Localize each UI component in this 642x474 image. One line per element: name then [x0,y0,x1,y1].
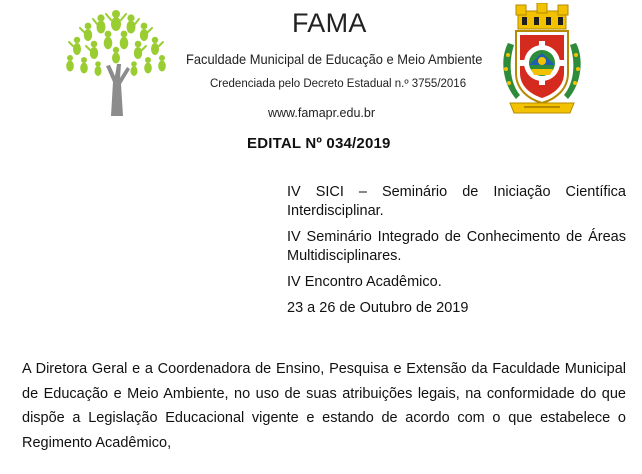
municipal-coat-of-arms [500,3,584,117]
event-item-encontro: IV Encontro Acadêmico. [287,274,442,290]
tree-of-people-logo [62,4,170,116]
event-list [287,183,626,325]
accreditation-text: Credenciada pelo Decreto Estadual n.º 3755/2016 [210,78,467,90]
institution-full-name: Faculdade Municipal de Educação e Meio Ambiente [186,51,483,67]
edital-title: EDITAL Nº 034/2019 [247,135,391,152]
event-item-seminario: IV Seminário Integrado de Conhecimento de Áreas Multidisciplinares. [287,229,626,264]
event-dates: 23 a 26 de Outubro de 2019 [287,300,469,316]
body-paragraph: A Diretora Geral e a Coordenadora de Ensino, Pesquisa e Extensão da Faculdade Municipal de Educação e Meio Ambiente, no uso de suas atribuições legais, na conformidade do que dispõe a Legislação Educacional vigente e estando de acordo com o que estabelece o Regimento Acadêmico, [22,361,626,451]
institution-acronym: FAMA [292,8,367,38]
event-item-sici: IV SICI – Seminário de Iniciação Científica Interdisciplinar. [287,184,626,219]
website-link[interactable]: www.famapr.edu.br [268,106,375,120]
